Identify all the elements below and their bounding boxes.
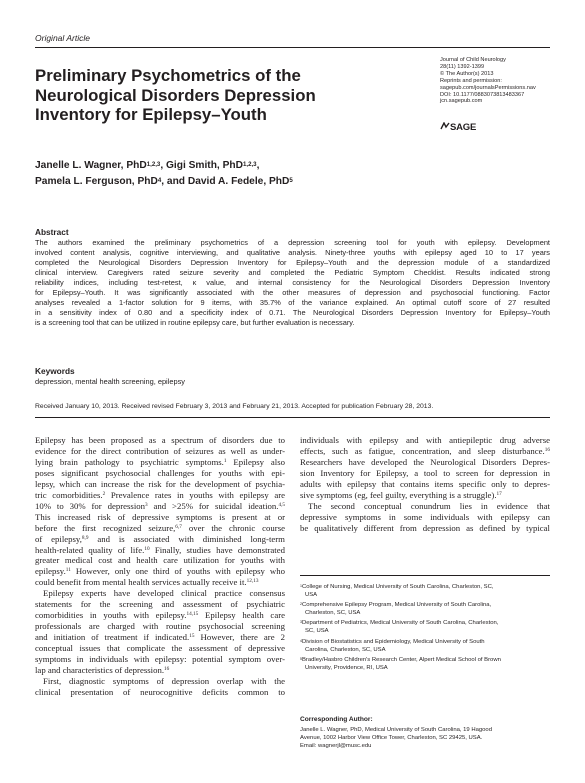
citation-sup[interactable]: 10 xyxy=(144,545,150,552)
author-name: David A. Fedele, PhD xyxy=(187,175,290,187)
journal-volume: 28(11) 1392-1399 xyxy=(440,63,485,70)
footnote-number: 3 xyxy=(300,620,302,625)
title-line: Neurological Disorders Depression xyxy=(35,85,316,105)
body-text-line: could benefit from mental health services actually receive it.$^{12,13}$ xyxy=(35,577,259,588)
sage-logo-icon xyxy=(440,122,450,131)
footnote-rule xyxy=(300,575,550,576)
body-text-line: individuals with epilepsy and with antiepileptic drug adverse xyxy=(300,435,550,445)
citation-sup[interactable]: 17 xyxy=(496,490,502,497)
body-text-line: 10% to 30% for depression$^3$ and >25% for suicidal ideation.$^{4,5}$ xyxy=(35,500,286,511)
author-sep: , xyxy=(160,160,166,171)
body-text-line: Researchers have developed the Neurological Disorders Depres- xyxy=(300,456,550,467)
body-text-line: sive symptoms (eg, feel guilty, everything is a struggle).$^{17}$ xyxy=(300,489,502,500)
body-text-line: depressive symptoms in some individuals with epilepsy can xyxy=(300,511,550,522)
footnote-text: USA xyxy=(305,592,318,599)
author-sep: , xyxy=(256,160,260,171)
body-text-line: epilepsy.$^{11}$ However, only one third of youths with epilepsy who xyxy=(35,566,285,577)
footnote-text: SC, USA xyxy=(305,628,329,635)
footnote-number: 5 xyxy=(300,656,302,661)
citation-sup[interactable]: 11 xyxy=(65,567,71,574)
doi[interactable]: DOI: 10.1177/0883073813483367 xyxy=(440,91,525,98)
corresponding-email[interactable]: Email: wagnerjl@musc.edu xyxy=(300,743,372,750)
body-column-left xyxy=(35,435,285,698)
article-type-label: Original Article xyxy=(35,33,90,43)
article-title xyxy=(35,66,375,125)
body-text-line: and initiation of treatment if indicated.$^{15}$ However, there are 2 xyxy=(35,632,285,643)
body-text-line: The second conceptual conundrum lies in evidence that xyxy=(308,500,550,511)
body-text-line: comorbidities in youths with epilepsy.$^{14,15}$ Epilepsy health care xyxy=(35,610,285,621)
corresponding-line: Janelle L. Wagner, PhD, Medical University of South Carolina, 19 Hagood xyxy=(300,727,492,733)
title-line: Preliminary Psychometrics of the xyxy=(35,66,301,85)
body-text-line: greater medical cost and health care utilization for youths with xyxy=(35,555,285,566)
citation-sup[interactable]: 1 xyxy=(223,457,227,464)
body-text-line: poses significant psychosocial challenges for youths with epi- xyxy=(35,467,285,478)
citation-sup[interactable]: 12,13 xyxy=(246,578,259,585)
citation-sup[interactable]: 6,7 xyxy=(175,523,182,530)
body-text-line: clinical presentation of neurocognitive deficits common to xyxy=(35,686,285,697)
body-text-line: lying brain pathology to psychiatric symptoms.$^1$ Epilepsy also xyxy=(35,456,285,467)
body-text-line: evidence for the direct contribution of seizures as well as under- xyxy=(35,445,285,456)
affiliation-sup: 1,2,3 xyxy=(146,161,161,168)
citation-sup[interactable]: 15 xyxy=(189,633,195,640)
abstract-line: in a sensitivity index of 0.80 and a specificity index of 0.71. The Neurological Disorders Depression Inventory for Epilepsy–Youth xyxy=(35,307,550,317)
footnote-number: 2 xyxy=(300,602,302,607)
body-text-line: tric comorbidities.$^2$ Prevalence rates in youths with epilepsy are xyxy=(35,489,286,500)
affiliation-sup: 5 xyxy=(289,176,293,184)
body-text-line: be qualitatively different from depression as defined by typical xyxy=(300,522,550,533)
body-text-line: effects, such as fatigue, concentration, and sleep disturbance.$^{16}$ xyxy=(300,445,550,456)
body-text-line: lap and characteristics of depression.$^{16}$ xyxy=(35,665,170,676)
body-text-line: Epilepsy experts have developed clinical practice consensus xyxy=(43,588,285,599)
abstract-line: clinical interview. Caregivers rated seizure severity and completed the Pediatric Symptom Checklist. Results indicated strong xyxy=(35,267,550,277)
affiliation-sup: 1,2,3 xyxy=(242,161,257,168)
footnote-text: Department of Pediatrics, Medical University of South Carolina, Charleston, xyxy=(301,620,499,627)
footnote-number: 1 xyxy=(300,584,302,588)
footnote-number: 4 xyxy=(300,638,302,643)
footnote-text: Carolina, Charleston, SC, USA xyxy=(305,646,386,653)
author-line xyxy=(35,174,293,190)
publisher-logo xyxy=(440,122,476,133)
journal-url[interactable]: jcn.sagepub.com xyxy=(440,98,483,105)
body-text-line: adults with epilepsy that contains items specific only to depres- xyxy=(300,478,550,489)
abstract-line: involved content analysis, cognitive interviewing, and qualitative analysis. Ninety-three youths with epilepsy aged 10 to 17 years xyxy=(35,247,550,257)
footnote-text: Charleston, SC, USA xyxy=(305,610,361,617)
footnote-text: Comprehensive Epilepsy Program, Medical University of South Carolina, xyxy=(301,602,492,609)
body-text-line: health-related quality of life.$^{10}$ Finally, studies have demonstrated xyxy=(35,544,285,555)
body-text-line: statements for the screening and assessment of psychiatric xyxy=(35,599,285,610)
footnote xyxy=(300,619,550,635)
abstract-line: completed the Neurological Disorders Depression Inventory for Epilepsy–Youth and the depression module of a standardized xyxy=(35,257,550,267)
footnote xyxy=(300,656,550,672)
abstract-line: for Epilepsy–Youth. It was significantly associated with the other measures of depression and psychosocial functioning. Factor xyxy=(35,287,550,297)
body-text-line: conceptual issues that complicate the assessment of depressive xyxy=(35,643,285,654)
footnote xyxy=(300,638,550,654)
author-list xyxy=(35,158,293,189)
header-rule xyxy=(35,47,550,48)
journal-name: Journal of Child Neurology xyxy=(440,57,506,63)
abstract-line: analyses revealed a 1-factor solution for 9 items, with 35.7% of the variance explained. An optimal cutoff score of 27 resulted xyxy=(35,297,550,307)
abstract-body xyxy=(35,238,550,328)
body-text-line: professionals are charged with routine psychosocial screening xyxy=(35,621,285,632)
permissions-link[interactable]: sagepub.com/journalsPermissions.nav xyxy=(440,84,536,91)
citation-sup[interactable]: 16 xyxy=(544,446,550,453)
received-dates: Received January 10, 2013. Received revised February 3, 2013 and February 21, 2013. Accepted for publication February 28, 2013. xyxy=(35,403,434,410)
footnote-text: Division of Biostatistics and Epidemiology, Medical University of South xyxy=(301,638,485,645)
section-rule xyxy=(35,417,550,418)
body-column-right xyxy=(300,435,550,534)
citation-sup[interactable]: 8,9 xyxy=(81,534,89,541)
body-text-line: sion Inventory for Epilepsy, a tool to screen for depression in xyxy=(300,467,550,478)
keywords-heading: Keywords xyxy=(35,366,75,376)
citation-sup[interactable]: 2 xyxy=(102,490,106,497)
author-sep: , and xyxy=(161,175,188,187)
title-line: Inventory for Epilepsy–Youth xyxy=(35,105,267,124)
body-text-line: First, diagnostic symptoms of depression overlap with the xyxy=(43,675,285,686)
footnote-text: University, Providence, RI, USA xyxy=(305,664,388,671)
keywords-list: depression, mental health screening, epilepsy xyxy=(35,377,185,386)
copyright: © The Author(s) 2013 xyxy=(440,70,494,77)
body-text-line: symptoms in individuals with epilepsy: potential symptom over- xyxy=(35,654,285,665)
footnote xyxy=(300,601,550,617)
citation-sup[interactable]: 16 xyxy=(164,666,170,673)
author-name: Janelle L. Wagner, PhD xyxy=(35,160,147,171)
body-text-line: Epilepsy has been proposed as a spectrum of disorders due to xyxy=(35,435,285,445)
author-name: Pamela L. Ferguson, PhD xyxy=(35,175,158,187)
author-line xyxy=(35,158,293,174)
reprints-label: Reprints and permission: xyxy=(440,77,502,84)
corresponding-heading: Corresponding Author: xyxy=(300,716,373,723)
footnote xyxy=(300,583,550,599)
affiliation-sup: 4 xyxy=(157,176,162,184)
corresponding-line: Avenue, 1002 Harbor View Office Tower, Charleston, SC 29425, USA. xyxy=(300,735,483,742)
author-name: Gigi Smith, PhD xyxy=(165,160,243,171)
abstract-line: The authors examined the preliminary psychometrics of a depression screening tool for youth with epilepsy. Development xyxy=(35,238,550,247)
body-text-line: lepsy, which can increase the risk for the development of psychia- xyxy=(35,478,285,489)
citation-sup[interactable]: 3 xyxy=(145,501,148,508)
footnote-text: Bradley/Hasbro Children's Research Center, Alpert Medical School of Brown xyxy=(301,656,501,663)
body-text-line: before the first recognized seizure,$^{6,7}$ over the chronic course xyxy=(35,522,285,533)
affiliation-footnotes xyxy=(300,583,550,674)
corresponding-author xyxy=(300,726,550,750)
citation-sup[interactable]: 14,15 xyxy=(186,611,199,618)
footnote-text: College of Nursing, Medical University of South Carolina, Charleston, SC, xyxy=(301,584,494,590)
abstract-line: reliability indices, including test-retest, κ value, and internal consistency for the Neurological Disorders Depression Inventory xyxy=(35,277,550,287)
body-text-line: of epilepsy,$^{8,9}$ and is associated with diminished long-term xyxy=(35,533,285,544)
body-text-line: This increased risk of depressive symptoms is present at or xyxy=(35,511,285,522)
journal-info xyxy=(440,57,580,105)
publisher-name: SAGE xyxy=(450,122,477,133)
abstract-line: is a screening tool that can be utilized in routine epilepsy care, but further evaluation is necessary. xyxy=(35,317,355,327)
abstract-heading: Abstract xyxy=(35,227,69,237)
citation-sup[interactable]: 4,5 xyxy=(278,501,286,508)
